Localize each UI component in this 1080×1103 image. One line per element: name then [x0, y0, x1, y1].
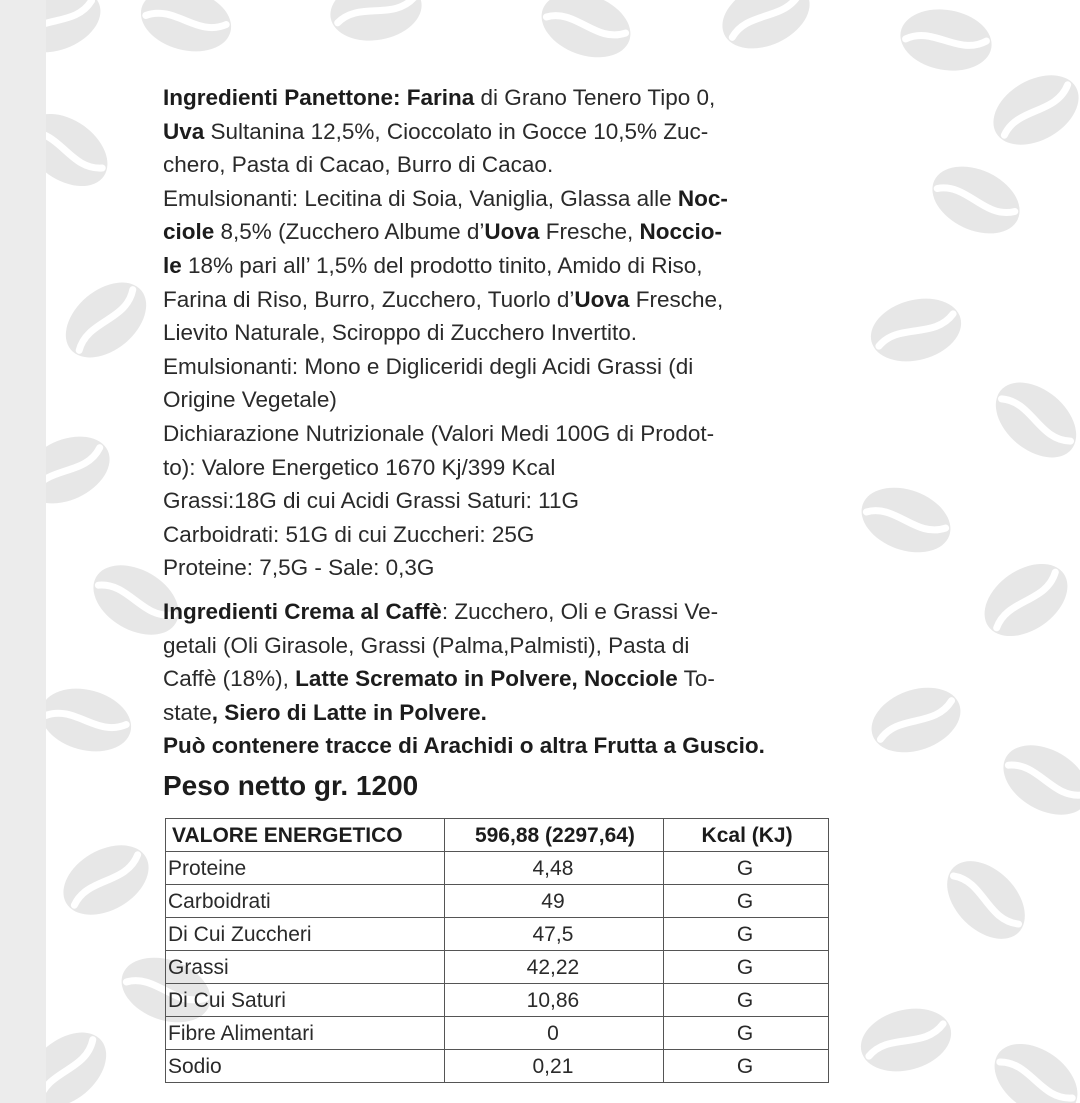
text-line: Emulsionanti: Mono e Digliceridi degli Acidi Grassi (di	[163, 353, 694, 379]
table-row	[166, 951, 829, 984]
text: Fresche,	[539, 219, 640, 245]
text-line: Lievito Naturale, Sciroppo di Zucchero Invertito.	[163, 320, 637, 346]
text-line	[163, 283, 831, 317]
text-line: chero, Pasta di Cacao, Burro di Cacao.	[163, 152, 554, 178]
ingredients-text	[163, 81, 831, 763]
bold-text: Ingredienti Crema al Caffè	[163, 598, 442, 624]
nutrient-unit: G	[664, 885, 829, 918]
text-line	[163, 115, 831, 149]
nutrient-value: 42,22	[444, 951, 663, 984]
nutrient-value: 0	[444, 1017, 663, 1050]
text-line	[163, 249, 831, 283]
text-line: getali (Oli Girasole, Grassi (Palma,Palmisti), Pasta di	[163, 632, 690, 658]
text: di Grano Tenero Tipo 0,	[474, 85, 716, 110]
nutrition-table	[165, 818, 829, 1083]
crema-ingredients	[163, 595, 831, 763]
header-cell: VALORE ENERGETICO	[166, 819, 445, 852]
table-row	[166, 1017, 829, 1050]
nutrient-value: 10,86	[444, 984, 663, 1017]
text-line: Grassi:18G di cui Acidi Grassi Saturi: 11G	[163, 488, 579, 514]
bold-text: Può contenere tracce di Arachidi o altra Frutta a Guscio.	[163, 733, 765, 759]
bold-text: , Siero di Latte in Polvere.	[211, 699, 487, 725]
text-line	[163, 182, 831, 216]
text: To-	[677, 666, 715, 692]
header-cell: 596,88 (2297,64)	[444, 819, 663, 852]
nutrient-unit: G	[664, 918, 829, 951]
nutrient-value: 47,5	[444, 918, 663, 951]
panettone-ingredients	[163, 81, 831, 585]
text-line	[163, 696, 831, 730]
text: Caffè (18%),	[163, 666, 296, 692]
table-row	[166, 885, 829, 918]
bold-text: Noccio-	[639, 219, 722, 245]
text-line	[163, 215, 831, 249]
text-line: Proteine: 7,5G - Sale: 0,3G	[163, 555, 435, 581]
nutrient-unit: G	[664, 1017, 829, 1050]
text-line	[163, 662, 831, 696]
text: Emulsionanti: Lecitina di Soia, Vaniglia, Glassa alle	[163, 185, 678, 211]
text: Farina di Riso, Burro, Zucchero, Tuorlo d’	[163, 286, 575, 312]
text: Fresche,	[629, 286, 724, 312]
nutrient-unit: G	[664, 984, 829, 1017]
text-line: to): Valore Energetico 1670 Kj/399 Kcal	[163, 454, 556, 480]
nutrient-name: Sodio	[166, 1050, 445, 1083]
table-row	[166, 984, 829, 1017]
bold-text: Uova	[484, 219, 540, 245]
text: Sultanina 12,5%, Cioccolato in Gocce 10,5% Zuc-	[204, 118, 709, 144]
nutrient-name: Fibre Alimentari	[166, 1017, 445, 1050]
text-line: Carboidrati: 51G di cui Zuccheri: 25G	[163, 521, 535, 547]
table-row	[166, 852, 829, 885]
text: : Zucchero, Oli e Grassi Ve-	[441, 598, 719, 624]
nutrient-unit: G	[664, 1050, 829, 1083]
nutrient-value: 49	[444, 885, 663, 918]
nutrient-name: Proteine	[166, 852, 445, 885]
bold-text: Latte Scremato in Polvere, Nocciole	[295, 666, 678, 692]
nutrient-value: 0,21	[444, 1050, 663, 1083]
text-line	[163, 81, 831, 115]
table-row	[166, 1050, 829, 1083]
text: state	[163, 699, 212, 725]
nutrient-name: Di Cui Zuccheri	[166, 918, 445, 951]
nutrient-unit: G	[664, 951, 829, 984]
net-weight: Peso netto gr. 1200	[163, 770, 419, 801]
text: 8,5% (Zucchero Albume d’	[214, 219, 485, 245]
spacer	[163, 585, 831, 595]
bold-text: Noc-	[677, 185, 728, 211]
nutrient-name: Carboidrati	[166, 885, 445, 918]
nutrient-name: Di Cui Saturi	[166, 984, 445, 1017]
bold-text: Uova	[574, 286, 630, 312]
text-line: Origine Vegetale)	[163, 387, 337, 413]
header-cell: Kcal (KJ)	[664, 819, 829, 852]
bold-text: ciole	[163, 219, 215, 245]
bold-text: Uva	[163, 118, 205, 144]
nutrient-unit: G	[664, 852, 829, 885]
bold-text: le	[163, 252, 182, 278]
allergen-warning	[163, 729, 831, 763]
nutrient-name: Grassi	[166, 951, 445, 984]
nutrient-value: 4,48	[444, 852, 663, 885]
table-row	[166, 918, 829, 951]
text-line	[163, 595, 831, 629]
table-header-row	[166, 819, 829, 852]
bold-text: Ingredienti Panettone: Farina	[163, 85, 475, 110]
text: 18% pari all’ 1,5% del prodotto tinito, Amido di Riso,	[181, 252, 703, 278]
text-line: Dichiarazione Nutrizionale (Valori Medi 100G di Prodot-	[163, 420, 715, 446]
